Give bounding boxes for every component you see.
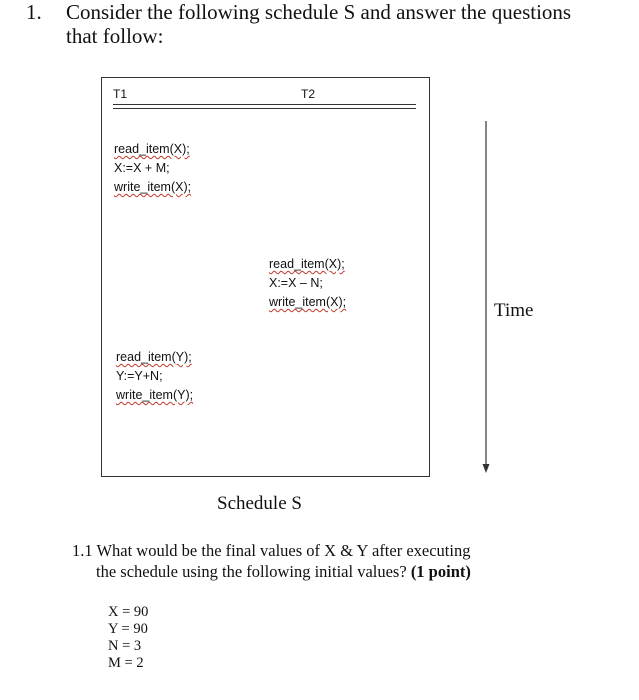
- initial-value-m: M = 2: [108, 655, 144, 671]
- sub-question-text: the schedule using the following initial values?: [96, 562, 407, 581]
- schedule-caption: Schedule S: [217, 493, 302, 514]
- question-text-line2: that follow:: [66, 24, 164, 48]
- operation-line: write_item(Y);: [116, 388, 194, 402]
- sub-question-line2: [96, 561, 471, 582]
- operation-line: read_item(Y);: [116, 350, 192, 364]
- sub-question-text: What would be the final values of X & Y after executing: [96, 541, 471, 560]
- time-arrow-icon: [481, 121, 491, 473]
- question-number: 1.: [26, 0, 42, 24]
- initial-value-n: N = 3: [108, 638, 142, 654]
- operation-line: X:=X – N;: [269, 276, 323, 290]
- operation-line: X:=X + M;: [114, 161, 170, 175]
- t1-operations-block-1: [114, 140, 191, 197]
- header-t1: T1: [113, 87, 128, 101]
- schedule-box: [101, 77, 430, 477]
- question-text-line1: Consider the following schedule S and answer the questions: [66, 0, 572, 24]
- time-label: Time: [494, 300, 534, 321]
- initial-values-list: [108, 604, 148, 672]
- operation-line: Y:=Y+N;: [116, 369, 163, 383]
- initial-value-x: X = 90: [108, 604, 149, 620]
- sub-question-number: 1.1: [72, 541, 93, 560]
- t2-operations-block: [269, 255, 346, 312]
- header-separator: [113, 104, 416, 109]
- points-label: (1 point): [410, 562, 471, 581]
- t1-operations-block-2: [116, 348, 193, 405]
- operation-line: write_item(X);: [269, 295, 347, 309]
- initial-value-y: Y = 90: [108, 621, 148, 637]
- header-t2: T2: [301, 87, 316, 101]
- operation-line: read_item(X);: [114, 142, 190, 156]
- sub-question-line1: [72, 540, 470, 561]
- operation-line: read_item(X);: [269, 257, 345, 271]
- operation-line: write_item(X);: [114, 180, 192, 194]
